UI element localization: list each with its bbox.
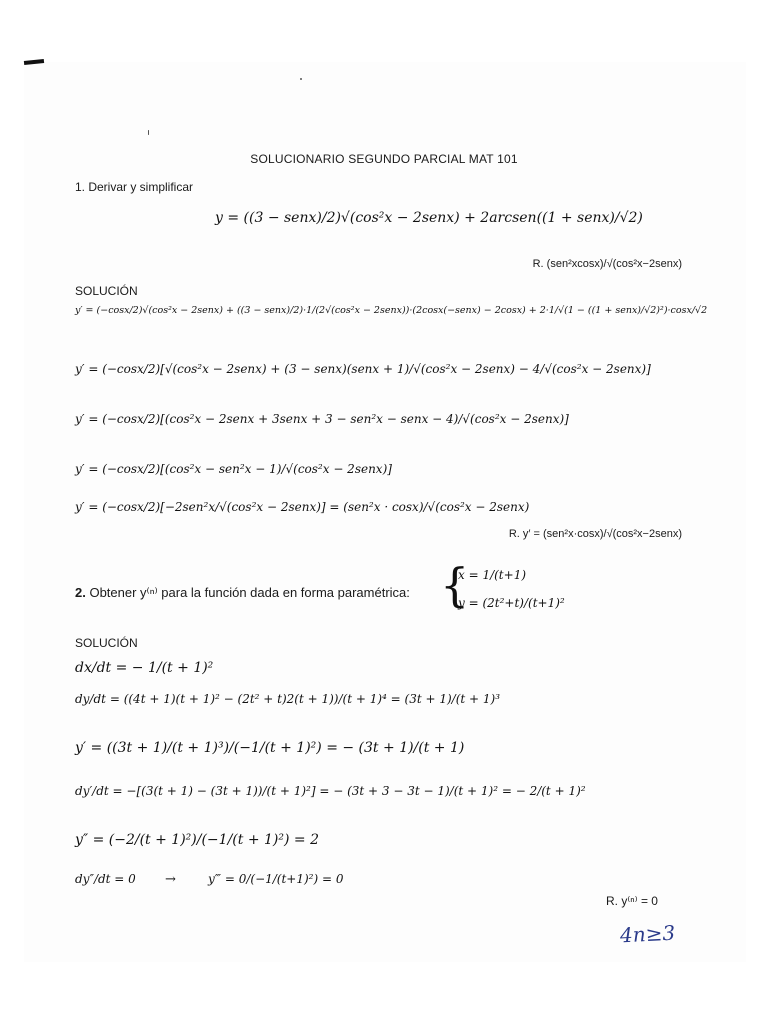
scan-speck — [300, 78, 302, 80]
scan-speck — [148, 130, 149, 135]
brace-icon: { — [440, 558, 470, 612]
problem2-step-1: dx/dt = − 1/(t + 1)² — [75, 660, 214, 676]
problem2-step-3: y′ = ((3t + 1)/(t + 1)³)/(−1/(t + 1)²) = − (3t + 1)/(t + 1) — [75, 740, 465, 756]
parametric-x: x = 1/(t+1) — [458, 568, 527, 582]
problem2-step-5: y″ = (−2/(t + 1)²)/(−1/(t + 1)²) = 2 — [75, 832, 319, 848]
document-title: SOLUCIONARIO SEGUNDO PARCIAL MAT 101 — [250, 152, 518, 166]
problem2-number: 2. — [75, 585, 86, 600]
problem2-step-7: y‴ = 0/(−1/(t+1)²) = 0 — [208, 872, 344, 886]
handwritten-signature: 4n≥3 — [619, 920, 676, 948]
arrow-icon: → — [165, 872, 176, 887]
problem1-answer: R. (sen²xcosx)/√(cos²x−2senx) — [532, 258, 682, 270]
problem1-step-2: y′ = (−cosx/2)[√(cos²x − 2senx) + (3 − senx)(senx + 1)/√(cos²x − 2senx) − 4/√(cos²x − 2senx)] — [75, 362, 651, 376]
problem1-step-3: y′ = (−cosx/2)[(cos²x − 2senx + 3senx + 3 − sen²x − senx − 4)/√(cos²x − 2senx)] — [75, 412, 569, 426]
problem1-final-answer: R. y′ = (sen²x·cosx)/√(cos²x−2senx) — [508, 528, 682, 540]
problem2-step-6: dy″/dt = 0 — [75, 872, 136, 886]
problem1-step-1: y′ = (−cosx/2)√(cos²x − 2senx) + ((3 − senx)/2)·1/(2√(cos²x − 2senx))·(2cosx(−senx) − 2cosx) + 2·1/√(1 − ((1 + senx)/√2)²)·cosx/√2 — [75, 305, 708, 316]
problem1-heading: 1. Derivar y simplificar — [75, 180, 194, 194]
problem1-equation: y = ((3 − senx)/2)√(cos²x − 2senx) + 2arcsen((1 + senx)/√2) — [215, 210, 643, 226]
problem2-final-answer: R. y⁽ⁿ⁾ = 0 — [606, 894, 658, 908]
problem2-step-2: dy/dt = ((4t + 1)(t + 1)² − (2t² + t)2(t + 1))/(t + 1)⁴ = (3t + 1)/(t + 1)³ — [75, 692, 501, 706]
problem2-step-4: dy′/dt = −[(3(t + 1) − (3t + 1))/(t + 1)²] = − (3t + 3 − 3t − 1)/(t + 1)² = − 2/(t + 1)² — [75, 784, 586, 798]
problem1-step-4: y′ = (−cosx/2)[(cos²x − sen²x − 1)/√(cos²x − 2senx)] — [75, 462, 392, 476]
problem1-step-5: y′ = (−cosx/2)[−2sen²x/√(cos²x − 2senx)] = (sen²x · cosx)/√(cos²x − 2senx) — [75, 500, 530, 514]
problem2-solution-heading: SOLUCIÓN — [75, 636, 138, 650]
problem2-heading: Obtener y⁽ⁿ⁾ para la función dada en forma paramétrica: — [89, 585, 410, 600]
parametric-y: y = (2t²+t)/(t+1)² — [458, 596, 565, 610]
problem1-solution-heading: SOLUCIÓN — [75, 284, 138, 298]
